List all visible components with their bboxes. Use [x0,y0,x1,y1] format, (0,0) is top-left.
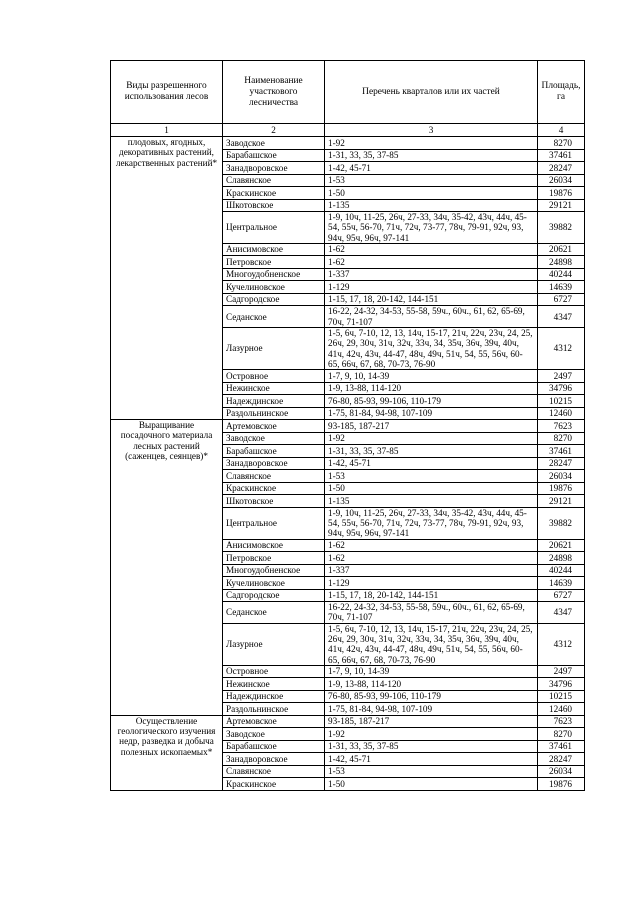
quarters-list-cell: 16-22, 24-32, 34-53, 55-58, 59ч., 60ч., 61, 62, 65-69, 70ч, 71-107 [325,306,538,328]
quarters-list-cell: 1-5, 6ч, 7-10, 12, 13, 14ч, 15-17, 21ч, 22ч, 23ч, 24, 25, 26ч, 29, 30ч, 31ч, 32ч, 33ч, 34, 35ч, 36ч, 39ч, 40ч, 41ч, 42ч, 43ч, 44-47, 48ч, 49ч, 51ч, 54, 55, 56ч, 60-65, 66ч, 67, 68, 70-73, 76-90 [325,327,538,369]
forestry-name-cell: Шкотовское [223,199,325,212]
forestry-name-cell: Анисимовское [223,243,325,256]
quarters-list-cell: 1-31, 33, 35, 37-85 [325,445,538,458]
area-cell: 10215 [538,395,585,408]
area-cell: 4347 [538,602,585,624]
quarters-list-cell: 1-75, 81-84, 94-98, 107-109 [325,407,538,420]
table-row [111,715,585,728]
table-header-row [111,61,585,124]
area-cell: 4312 [538,623,585,665]
quarters-list-cell: 1-135 [325,199,538,212]
area-cell: 6727 [538,589,585,602]
area-cell: 2497 [538,665,585,678]
quarters-list-cell: 1-62 [325,256,538,269]
quarters-list-cell: 93-185, 187-217 [325,420,538,433]
quarters-list-cell: 76-80, 85-93, 99-106, 110-179 [325,690,538,703]
forestry-name-cell: Краскинское [223,187,325,200]
area-cell: 14639 [538,281,585,294]
quarters-list-cell: 1-50 [325,187,538,200]
area-cell: 20621 [538,539,585,552]
area-cell: 34796 [538,382,585,395]
quarters-list-cell: 1-129 [325,281,538,294]
forestry-name-cell: Надеждинское [223,690,325,703]
forestry-name-cell: Занадворовское [223,753,325,766]
quarters-list-cell: 1-62 [325,552,538,565]
forestry-name-cell: Заводское [223,728,325,741]
forestry-name-cell: Лазурное [223,623,325,665]
quarters-list-cell: 1-50 [325,778,538,791]
forest-use-table [110,60,585,791]
area-cell: 40244 [538,564,585,577]
forestry-name-cell: Занадворовское [223,457,325,470]
forestry-name-cell: Заводское [223,432,325,445]
forestry-name-cell: Заводское [223,137,325,150]
area-cell: 12460 [538,407,585,420]
area-cell: 10215 [538,690,585,703]
column-number: 1 [111,124,223,137]
forestry-name-cell: Славянское [223,765,325,778]
quarters-list-cell: 1-31, 33, 35, 37-85 [325,740,538,753]
area-cell: 12460 [538,703,585,716]
area-cell: 40244 [538,268,585,281]
forestry-name-cell: Артемовское [223,715,325,728]
quarters-list-cell: 1-15, 17, 18, 20-142, 144-151 [325,293,538,306]
header-quarters-list: Перечень кварталов или их частей [325,61,538,124]
forestry-name-cell: Лазурное [223,327,325,369]
forestry-name-cell: Барабашское [223,149,325,162]
forestry-name-cell: Занадворовское [223,162,325,175]
area-cell: 19876 [538,187,585,200]
quarters-list-cell: 1-337 [325,564,538,577]
area-cell: 37461 [538,740,585,753]
forestry-name-cell: Центральное [223,507,325,539]
quarters-list-cell: 1-75, 81-84, 94-98, 107-109 [325,703,538,716]
quarters-list-cell: 1-53 [325,470,538,483]
area-cell: 39882 [538,507,585,539]
area-cell: 4347 [538,306,585,328]
area-cell: 8270 [538,137,585,150]
forestry-name-cell: Кучелиновское [223,281,325,294]
forestry-name-cell: Славянское [223,174,325,187]
area-cell: 29121 [538,495,585,508]
forestry-name-cell: Славянское [223,470,325,483]
quarters-list-cell: 93-185, 187-217 [325,715,538,728]
quarters-list-cell: 1-92 [325,728,538,741]
area-cell: 34796 [538,678,585,691]
area-cell: 20621 [538,243,585,256]
header-area: Площадь, га [538,61,585,124]
forestry-name-cell: Анисимовское [223,539,325,552]
forestry-name-cell: Петровское [223,552,325,565]
quarters-list-cell: 1-7, 9, 10, 14-39 [325,370,538,383]
quarters-list-cell: 1-9, 13-88, 114-120 [325,382,538,395]
area-cell: 2497 [538,370,585,383]
area-cell: 26034 [538,765,585,778]
quarters-list-cell: 1-15, 17, 18, 20-142, 144-151 [325,589,538,602]
quarters-list-cell: 76-80, 85-93, 99-106, 110-179 [325,395,538,408]
forestry-name-cell: Шкотовское [223,495,325,508]
area-cell: 7623 [538,715,585,728]
forestry-name-cell: Барабашское [223,445,325,458]
quarters-list-cell: 1-7, 9, 10, 14-39 [325,665,538,678]
forestry-name-cell: Раздольнинское [223,407,325,420]
area-cell: 26034 [538,174,585,187]
table-row [111,137,585,150]
forestry-name-cell: Островное [223,665,325,678]
table-row [111,420,585,433]
forestry-name-cell: Многоудобненское [223,268,325,281]
usage-type-cell: Выращивание посадочного материала лесных растений (саженцев, сеянцев)* [111,420,223,716]
quarters-list-cell: 1-5, 6ч, 7-10, 12, 13, 14ч, 15-17, 21ч, 22ч, 23ч, 24, 25, 26ч, 29, 30ч, 31ч, 32ч, 33ч, 34, 35ч, 36ч, 39ч, 40ч, 41ч, 42ч, 43ч, 44-47, 48ч, 49ч, 51ч, 54, 55, 56ч, 60-65, 66ч, 67, 68, 70-73, 76-90 [325,623,538,665]
forestry-name-cell: Садгородское [223,589,325,602]
area-cell: 28247 [538,162,585,175]
quarters-list-cell: 1-9, 10ч, 11-25, 26ч, 27-33, 34ч, 35-42, 43ч, 44ч, 45-54, 55ч, 56-70, 71ч, 72ч, 73-77, 78ч, 79-91, 92ч, 93, 94ч, 95ч, 96ч, 97-141 [325,507,538,539]
quarters-list-cell: 1-135 [325,495,538,508]
quarters-list-cell: 1-9, 13-88, 114-120 [325,678,538,691]
forestry-name-cell: Краскинское [223,482,325,495]
forestry-name-cell: Кучелиновское [223,577,325,590]
header-forestry-name: Наименование участкового лесничества [223,61,325,124]
column-number: 2 [223,124,325,137]
quarters-list-cell: 1-129 [325,577,538,590]
usage-type-cell: плодовых, ягодных, декоративных растений, лекарственных растений* [111,137,223,420]
area-cell: 39882 [538,212,585,244]
forestry-name-cell: Седанское [223,602,325,624]
area-cell: 4312 [538,327,585,369]
table-body [111,137,585,791]
usage-type-cell: Осуществление геологического изучения недр, разведка и добыча полезных ископаемых* [111,715,223,790]
area-cell: 37461 [538,149,585,162]
area-cell: 28247 [538,457,585,470]
forestry-name-cell: Раздольнинское [223,703,325,716]
forestry-name-cell: Островное [223,370,325,383]
quarters-list-cell: 1-92 [325,137,538,150]
column-number: 4 [538,124,585,137]
area-cell: 29121 [538,199,585,212]
area-cell: 26034 [538,470,585,483]
column-number: 3 [325,124,538,137]
forestry-name-cell: Седанское [223,306,325,328]
forestry-name-cell: Многоудобненское [223,564,325,577]
quarters-list-cell: 1-31, 33, 35, 37-85 [325,149,538,162]
column-number-row [111,124,585,137]
quarters-list-cell: 1-42, 45-71 [325,753,538,766]
quarters-list-cell: 1-337 [325,268,538,281]
quarters-list-cell: 1-42, 45-71 [325,457,538,470]
forestry-name-cell: Петровское [223,256,325,269]
area-cell: 14639 [538,577,585,590]
forestry-name-cell: Надеждинское [223,395,325,408]
quarters-list-cell: 1-62 [325,243,538,256]
area-cell: 37461 [538,445,585,458]
area-cell: 19876 [538,778,585,791]
area-cell: 28247 [538,753,585,766]
forestry-name-cell: Краскинское [223,778,325,791]
quarters-list-cell: 1-92 [325,432,538,445]
forestry-name-cell: Нежинское [223,382,325,395]
forestry-name-cell: Центральное [223,212,325,244]
forestry-name-cell: Садгородское [223,293,325,306]
quarters-list-cell: 1-62 [325,539,538,552]
forestry-name-cell: Нежинское [223,678,325,691]
quarters-list-cell: 1-53 [325,765,538,778]
quarters-list-cell: 16-22, 24-32, 34-53, 55-58, 59ч., 60ч., 61, 62, 65-69, 70ч, 71-107 [325,602,538,624]
area-cell: 24898 [538,256,585,269]
quarters-list-cell: 1-9, 10ч, 11-25, 26ч, 27-33, 34ч, 35-42, 43ч, 44ч, 45-54, 55ч, 56-70, 71ч, 72ч, 73-77, 78ч, 79-91, 92ч, 93, 94ч, 95ч, 96ч, 97-141 [325,212,538,244]
quarters-list-cell: 1-53 [325,174,538,187]
area-cell: 7623 [538,420,585,433]
area-cell: 8270 [538,728,585,741]
area-cell: 19876 [538,482,585,495]
area-cell: 8270 [538,432,585,445]
forestry-name-cell: Барабашское [223,740,325,753]
area-cell: 6727 [538,293,585,306]
quarters-list-cell: 1-50 [325,482,538,495]
header-usage-type: Виды разрешенного использования лесов [111,61,223,124]
area-cell: 24898 [538,552,585,565]
forestry-name-cell: Артемовское [223,420,325,433]
quarters-list-cell: 1-42, 45-71 [325,162,538,175]
